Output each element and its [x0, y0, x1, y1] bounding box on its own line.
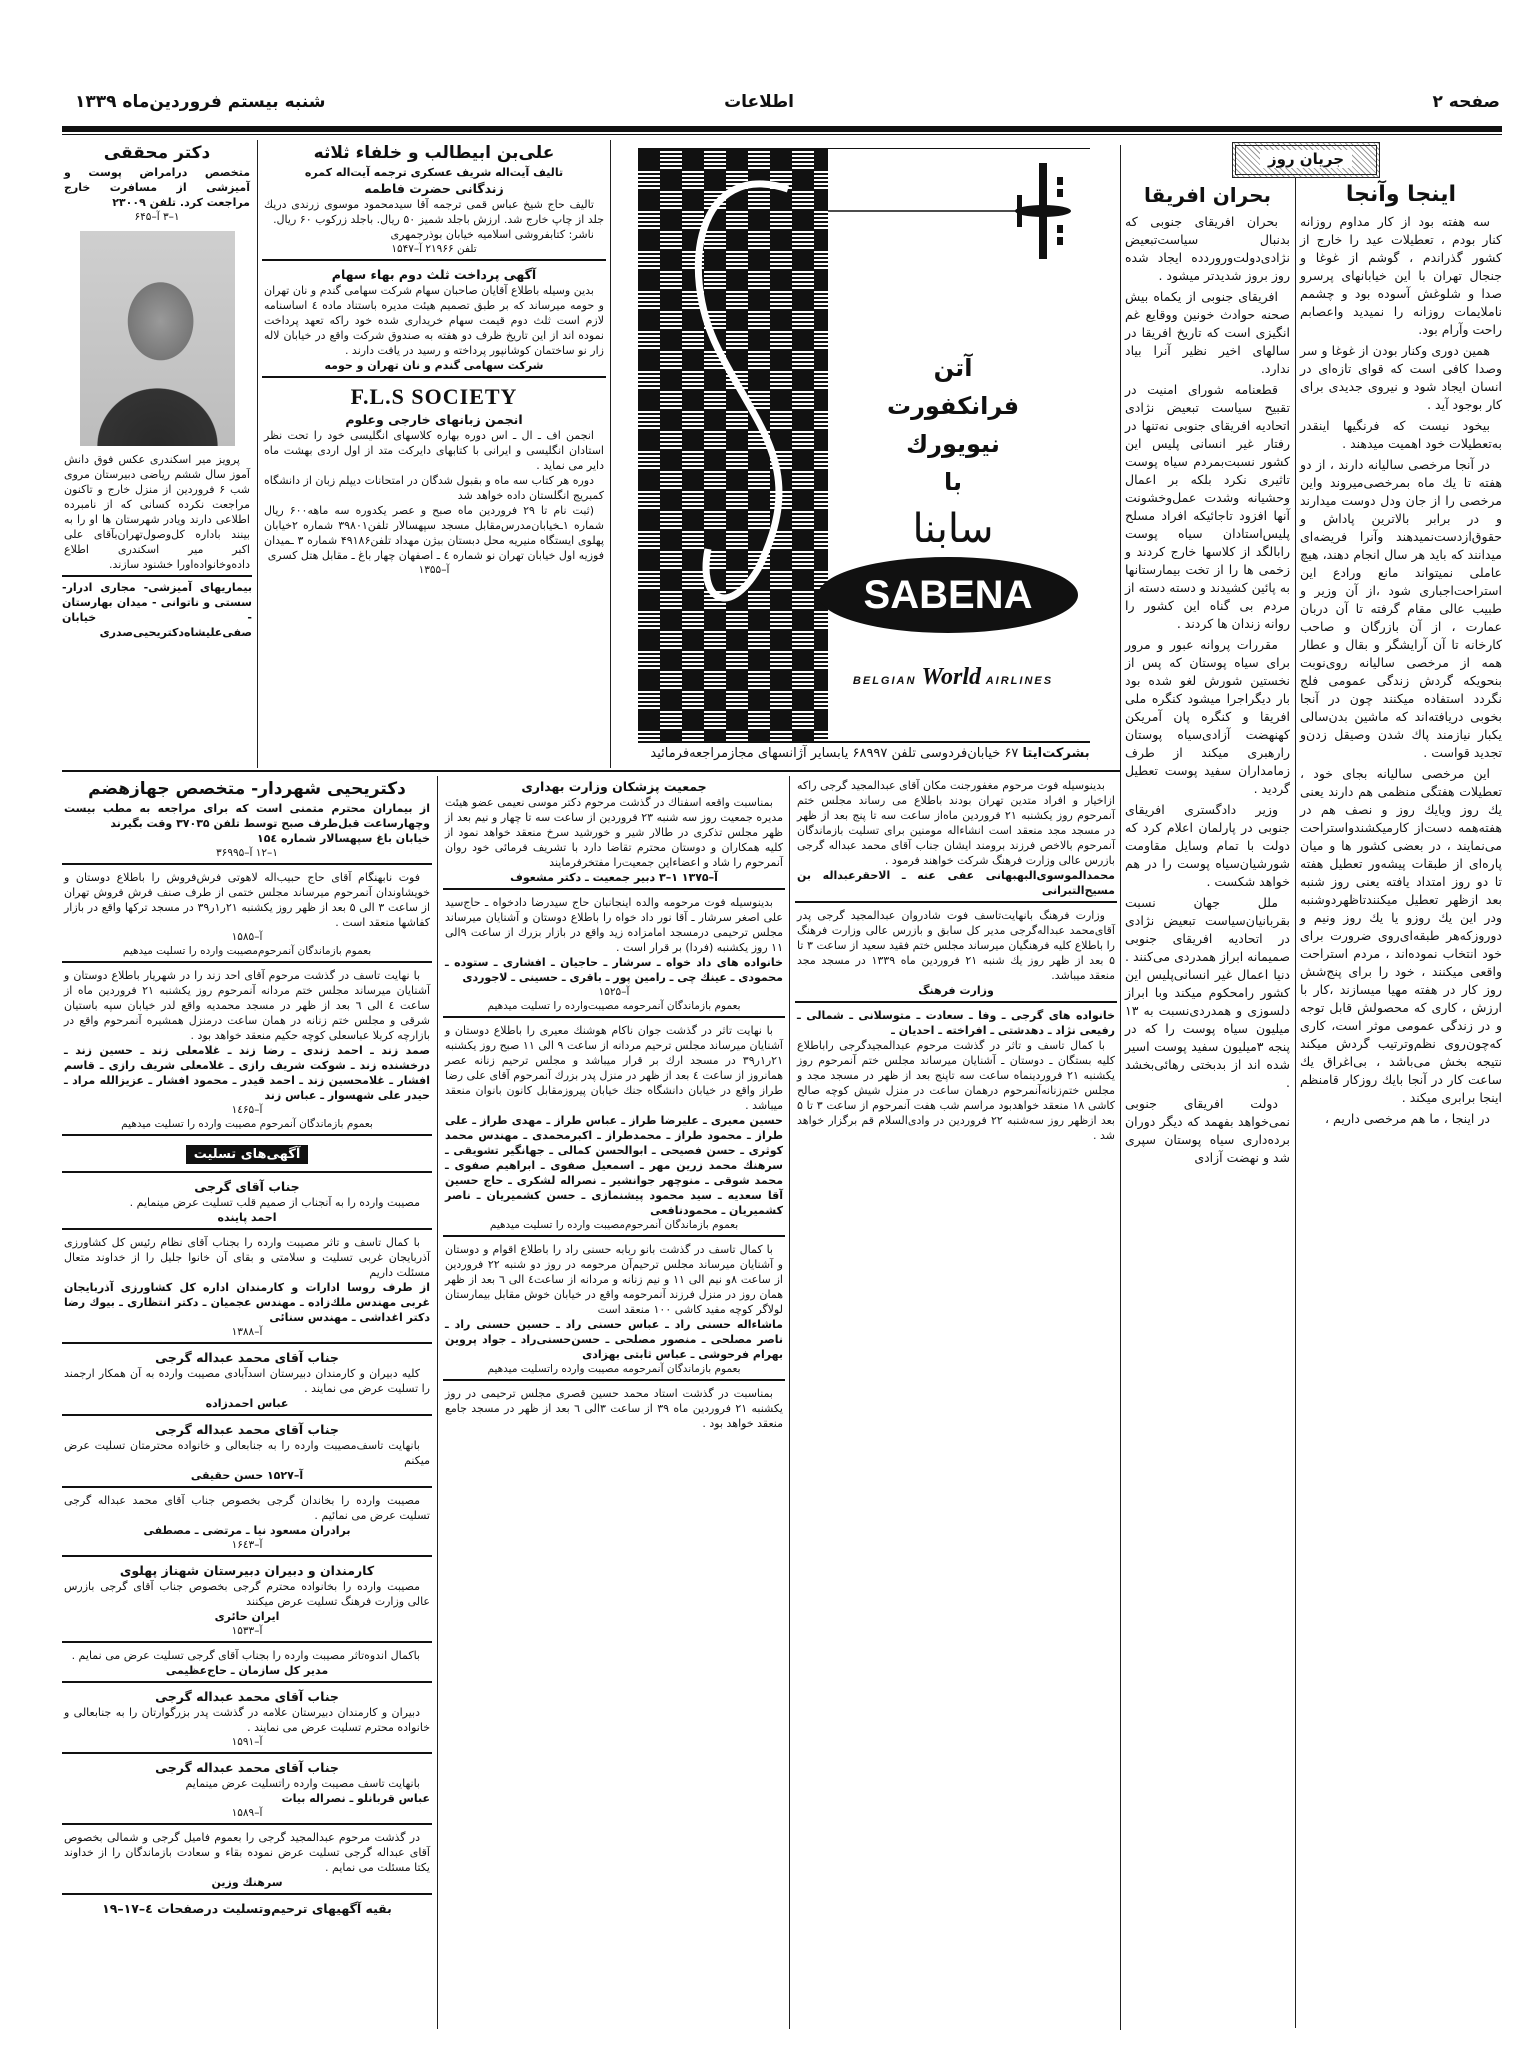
notice-names: از بیماران محترم متمنی است که برای مراجعه به مطب بیست وچهارساعت قبل‌طرف صبح توسط تلفن ۳۷۰۳۵ وقت بگیرند: [64, 802, 430, 830]
missing-person-photo: [80, 231, 235, 446]
notice: [62, 1176, 432, 1230]
sabena-advertisement: [638, 148, 1090, 743]
agent-address: ۶۷ خیابان‌فردوسی تلفن ۶۸۹۹۷ یابسایر آژانسهای مجازمراجعه‌فرمائید: [650, 746, 1019, 761]
tagline-airlines: AIRLINES: [985, 675, 1054, 687]
notice: [62, 1828, 432, 1895]
notice-code: آ–۱۵۸۵: [231, 931, 263, 943]
notice-body: دبیران و کارمندان دبیرستان علامه در گذشت پدر بزرگوارتان را به جنابعالی و خانواده محترم تسلیت عرض می نمایند .: [64, 1706, 430, 1734]
notice-foot: بعموم بازماندگان آنمرحوم مصیبت وارده را تسلیت میدهیم: [121, 1118, 373, 1130]
notice-names: خانواده های گرجی ـ وفا ـ سعادت ـ متوسلانی ـ شمالی ـ رفیعی نژاد ـ دهدشتی ـ افراخته ـ احدیان ـ: [797, 1009, 1115, 1037]
notice-code: آ–۱۵۹۱: [231, 1736, 263, 1748]
column-inja-va-anja: [1300, 178, 1502, 1131]
notice: [62, 1757, 432, 1825]
issue-date: شنبه بیستم فروردین‌ماه ۱۳۳۹: [75, 92, 326, 112]
paragraph: دولت افریقای جنوبی نمی‌خواهد بفهمد که دیگر دوران برده‌داری سیاه پوستان سپری شد و نهضت آزادی: [1125, 1096, 1290, 1165]
notice-sig: شرکت سهامی گندم و نان تهران و حومه: [324, 359, 544, 372]
section-label: جریان روز: [1260, 150, 1352, 168]
notice: [795, 906, 1117, 1003]
notice-code: ۱–۱۲ آ–۳۶۹۹۵: [216, 847, 278, 859]
notice: [62, 868, 432, 963]
notice-code: تلفن ۲۱۹۶۶ آ–۱۵۴۷: [391, 243, 477, 255]
paragraph: سه هفته بود از کار مداوم روزانه کنار بودم ، تعطیلات عید را خارج از کشور گذراندم ، گوشم از غوغا و جنجال تهران با این خیابانهای پرسرو صدا و شلوغش آسوده بود و چشمم ناملایمات روزانه را نمیدید واعصابم راحت وآرام بود.: [1300, 214, 1502, 337]
notice: [62, 1560, 432, 1643]
paragraph: همین دوری وکنار بودن از غوغا و سر وصدا کافی است که قوای تازه‌ای در انسان ایجاد شود و نیروی جدیدی برای کار بوجود آید .: [1300, 343, 1502, 412]
checkered-pattern: [638, 149, 828, 741]
paragraph: در اینجا ، ما هم مرخصی داریم ،: [1325, 1111, 1490, 1126]
notice-body: مصیبت وارده را بخانواده محترم گرجی بخصوص جناب آقای گرجی بازرس عالی وزارت فرهنگ تسلیت عرض میکنند: [64, 1580, 430, 1608]
paragraph: بحران افریقای جنوبی که بدنبال سیاست‌تبعیض نژادی‌دولت‌وروردده ایجاد شده روز بروز شدیدتر میشود .: [1125, 214, 1290, 283]
notice: [62, 1898, 432, 1920]
notice-sig: برادران مسعود نیا ـ مرتضی ـ مصطفی: [143, 1524, 351, 1537]
notice-sig: عباس احمدزاده: [205, 1397, 289, 1410]
notice-sig: احمد پاینده: [217, 1211, 277, 1224]
paragraph: این مرخصی سالیانه بجای خود ، تعطیلات هفتگی منظمی هم دارند یعنی یك روز ویایك روز و نصف هم در هفته‌همه دست‌از کارمیکشندواستراحت می‌نمایند ، در بعضی کشور ها و میان پاره‌ای از طبقات پیشه‌ور تعطیل هفته تا دو روز امتداد یافته یعنی روز شنبه بعد ازظهر تعطیل میکنندتاظهردوشنبه ودر این یك روزو یا یك روز ونیم و دوروزکه‌هر طبقه‌ای‌روی ضرورت برای خود انتخاب نموده‌اند ، مردم استراحت واقعی میکنند ، خود را برای پنج‌شش روز کار در هفته مهیا میسازند ،کار با ارزش ، کاری که محصولش قابل توجه و در زندگی عمومی موثر است، کاری که‌چون‌روی نظم‌وترتیب گردش میکند نتیجه بخش می‌باشد ، بی‌اغراق یك ساعت کار در آنجا بایك روزکار قامنظم اینجا برابری میکند .: [1300, 766, 1502, 1105]
notice-names: ماشاءاله حسنی راد ـ عباس حسنی راد ـ حسین حسنی راد ـ ناصر مصلحی ـ منصور مصلحی ـ حسن‌حسنی‌راد ـ جواد پروین بهرام فرحوشی ـ عباس ثابتی بهزادی: [445, 1318, 783, 1361]
paragraph: قطعنامه شورای امنیت در تقبیح سیاست تبعیض نژادی اتحادیه افریقای جنوبی نه‌تنها در رفتار غیر انسانی پلیس این کشور نسبت‌بمردم سیاه پوست تاثیری نکرد بلکه بر اعمال وحشیانه وشدت عمل‌وخشونت آنها افزود تاجائیکه افراد مسلح پلیس‌استادان سیاه پوست رابالگد از کلاسها خارج کردند و زخمی ها را از تخت بیمارستانها به پائین کشیدند و دسته دسته از مردم بی گناه این کشور را روانه زندان ها کردند .: [1125, 382, 1290, 631]
column-divider: [437, 776, 438, 2029]
notice-foot: بعموم بازماندگان آنمرحومه مصیبت وارده راتسلیت میدهیم: [487, 1363, 741, 1375]
destinations: [828, 349, 1078, 557]
notice-body: بدین وسیله باطلاع آقایان صاحبان سهام شرکت سهامی گندم و نان تهران و حومه میرساند که بر طبق تصمیم هیئت مدیره باستناد ماده ٤ اساسنامه لازم است ثلث دوم قیمت سهام خریداری شده خود راکه تعهد پرداخت نموده اند از این تاریخ ظرف دو هفته به صندوق شرکت واقع در خیابان لاله زار نو ساختمان کوشانپور پرداخته و رسید در یافت دارند .: [264, 284, 604, 357]
notice-sig: آ–۱۳۷۵ ۱–۳ دبیر جمعیت ـ دکتر مشعوف: [510, 871, 718, 884]
notice: [795, 1006, 1117, 1146]
notice-body: بدینوسیله فوت مرحوم مغفورجنت مکان آقای عبدالمجید گرجی راکه ازاخیار و افراد متدین تهران بودند باطلاع می رساند مجلس ختم آنمرحوم روز یکشنبه ۲۱ فروردین ماه‌از ساعت سه تا پنج بعد از ظهر در مسجد مجد منعقد است انشاءاله مومنین برای تسلیت بازماندگان آنمرحوم بالاخص فرزند برومند ایشان جناب آقای محمد عبداله گرجی بازرس عالی وزارت فرهنگ شرکت خواهند فرمود .: [797, 779, 1115, 867]
notice-body: تالیف حاج شیخ عباس قمی ترجمه آقا سیدمحمود موسوی زرندی دریك جلد از چاپ خارج شد. ارزش باجلد شمیز ۵۰ ریال. باجلد زرکوب ۶۰ ریال.: [264, 198, 604, 226]
column-title: بحران افریقا: [1143, 183, 1272, 207]
notice-sig: آ–۱۵۲۷ حسن حقیقی: [190, 1469, 304, 1482]
notice-body: با نهایت تاثر در گذشت جوان ناکام هوشنك معیری را باطلاع دوستان و آشنایان میرساند مجلس ترحیم مردانه از ساعت ۹ الی ۱۱ صبح روز یکشنبه ۲۱ر۱ر۳۹ در مسجد ارك بر قرار میباشد و مجلس ترحیم زنانه عصر همانروز از ساعت ٤ بعد از ظهر در منزل پدر بزرك آنمرحوم آقای علی رضا طراز واقع در خیابان دانشگاه جنك خیابان پیروزمقابل کانون بانوان منعقد میباشد .: [445, 1024, 783, 1112]
notice-heading: جناب آقای محمد عبداله گرجی: [155, 1760, 339, 1775]
paragraph: وزیر دادگستری افریقای جنوبی در پارلمان اعلام کرد که دولت با تمام وسایل مقاومت شورشیان‌سیاه پوست را در هم خواهد شکست .: [1125, 802, 1290, 889]
section-label-box: [1232, 142, 1380, 178]
notice-names: صمد زند ـ احمد زندی ـ رضا زند ـ غلامعلی زند ـ حسین زند ـ درخشنده زند ـ شوکت شریف رازی ـ غلامعلی شریف رازی ـ قاسم افشار ـ غلامحسین زند ـ احمد قیدر ـ محمود افشار ـ عزیزالله مراد ـ حیدر علی شهسوار ـ عباس زند: [64, 1044, 430, 1102]
column-divider: [789, 776, 790, 2029]
notice-foot: بعموم بازماندگان آنمرحوم‌مصیبت وارده را تسلیت میدهیم: [122, 945, 372, 957]
notice: [62, 140, 252, 227]
notice-sig: تالیف آیت‌اله شریف عسکری ترجمه آیت‌اله کمره‌: [304, 166, 564, 179]
notice-names: محمدالموسوی‌البهبهانی عفی عنه ـ الاحقرعبداله بن مسیح‌التبرانی: [797, 869, 1115, 897]
column-divider: [257, 140, 258, 768]
notice: [62, 1233, 432, 1344]
notice-code: آ–۱۵۳۳: [231, 1625, 263, 1637]
notice-heading: دکتر محققی: [103, 143, 211, 163]
notice-body: مصیبت وارده را به آنجناب از صمیم قلب تسلیت عرض مینمایم .: [129, 1196, 420, 1209]
sabena-agent-line: [620, 746, 1120, 761]
notice: [443, 776, 785, 890]
notice-code: ۱–۳ آ–۶۴۵: [134, 211, 180, 223]
notice-code: آ–۱٤۶۵: [231, 1104, 263, 1116]
notice-code: آ–۱۵۸۹: [231, 1807, 263, 1819]
notice-body: با کمال تاسف و تاثر مصیبت وارده را بجناب آقای نظام رئیس کل کشاورزی آذربایجان غربی تسلیت و سلامتی و بقای آن خانوا جلیل را از خداوند متعال مسئلت داریم: [64, 1236, 430, 1279]
column-book-ads: [262, 140, 606, 583]
notice: [62, 1419, 432, 1488]
section-rule: [62, 770, 1120, 772]
notice-body: با کمال تاسف و تاثر در گذشت مرحوم عبدالمجیدگرجی رابا‌طلاع کلیه بستگان ـ دوستان ـ آشنایان میرساند مجلس ختم آنمرحوم روز یکشنبه ۲۱ فروردینماه ساعت سه تاپنج بعد از ظهر در مسجد مجد و مجلس ختم‌زنانه‌آنمرحوم درهمان ساعت در منزل شیش کوچه صالح کاشی ۱۸ منعقد خواهدبود مراسم شب هفت آنمرحوم از ساعت ۳ تا ۵ بعد ازظهر روز سه‌شنبه ۲۲ فروردین در وادی‌السلام قم برگزار خواهد شد .: [797, 1039, 1116, 1142]
notice-body: کلیه دبیران و کارمندان دبیرستان اسدآبادی مصیبت وارده به آن همکار ارجمند را تسلیت عرض می نمایند .: [64, 1367, 430, 1395]
notice-heading: جمعیت پزشکان وزارت بهداری: [521, 779, 707, 794]
header-rule-thin: [62, 134, 1502, 135]
notice: [262, 264, 606, 378]
paragraph: افریقای جنوبی از یکماه بیش صحنه حوادث خونین ووقایع غم انگیزی است که تاریخ افریقا در سالهای اخیر نظیر آنرا بیاد ندارد.: [1125, 289, 1290, 376]
tagline-belgian: BELGIAN: [852, 675, 917, 687]
notice-sig: سرهنك وزین: [211, 1876, 283, 1889]
notice-heading: زندگانی حضرت فاطمه: [364, 181, 504, 196]
notice-heading: جناب آقای گرجی: [194, 1179, 300, 1194]
doctor-sadri-ad: بیماریهای آمیزشی- مجاری ادرار- سستی و ناتوانی - میدان بهارستان - خیابان صفی‌علیشاه‌دکتریحیی‌صدری: [62, 581, 252, 639]
airplane-icon: [1015, 163, 1071, 259]
notice-foot: بعموم بازماندگان آنمرحوم‌مصیبت وارده را تسلیت میدهیم: [489, 1219, 739, 1231]
notice: [62, 1347, 432, 1416]
notice: [795, 776, 1117, 903]
notice-heading: علی‌بن ابیطالب و خلفاء ثلاثه: [313, 143, 555, 163]
paragraph: مقررات پروانه عبور و مرور برای سیاه پوستان که پس از نخستین شورش لغو شده بود بار دیگراجرا میشود کنگره ملی افریقا و کنگره پان آمریکن کهنهضت آزادی‌سیاه پوستان رارهبری میکند از طرف زمامداران سفید پوست تعطیل گردید .: [1125, 637, 1290, 796]
notice-body: در گذشت مرحوم عبدالمجید گرجی را بعموم فامیل گرجی و شمالی بخصوص آقای عبداله گرجی تسلیت عرض نموده بقاء و سعادت بازماندگان را از خداوند یکتا مسئلت می نمایم .: [64, 1831, 430, 1874]
notice-body: بانهایت تاسف مصیبت وارده راتسلیت عرض مینمایم: [185, 1777, 420, 1790]
notice-body: بدینوسیله فوت مرحومه والده اینجانبان حاج سیدرضا دادخواه ـ حاج‌سید علی اصغر سرشار ـ آقا نور داد خواه را باطلاع دوستان و آشنایان میرساند مجلس ترحیمی درمسجد امامزاده زید واقع در بازار بزرك از ساعت ۹الی ۱۱ روز یکشنبه (فردا) بر قرار است .: [445, 896, 783, 954]
notice-body: با نهایت تاسف در گذشت مرحوم آقای احد زند را در شهریار باطلاع دوستان و آشنایان میرساند مجلس ختم مردانه آنمرحوم روز یکشنبه ۲۱ فروردین ماه از ساعت ٤ الی ٦ بعد از ظهر در مسجد محمدیه واقع لدر خیابان سپه باستیان شرقی و مجلس ختم زنانه در همان ساعت درمنزل همشیره آنمرحوم واقع در بازارچه کربلا عباسعلی کوچه حکیم منعقد خواهد بود .: [64, 969, 431, 1042]
notice-heading: جناب آقای محمد عبداله گرجی: [155, 1689, 339, 1704]
brand-logo-text: SABENA: [863, 573, 1033, 617]
column-doctor-ads: [62, 140, 252, 640]
notice-heading: جناب آقای محمد عبداله گرجی: [155, 1350, 339, 1365]
agent-name: بشرکت‌ایتا: [1022, 746, 1090, 761]
notice-sig: وزارت فرهنگ: [918, 984, 994, 997]
column-bohran-afrigha: [1125, 178, 1290, 1170]
notice-body: وزارت فرهنگ بانهایت‌تاسف فوت شادروان عبدالمجید گرجی پدر آقای‌محمد عبداله‌گرجی مدیر کل سابق و بازرس عالی وزارت فرهنگ را باطلاع کلیه فرهنگیان میرساند مجلس ختم فقید سعید از ساعت ۳ تا ۵ بعد از ظهر روز یك شنبه ۲۱ فروردین ماه ۱۳۳۹ در مسجد مجد منعقد میباشد.: [797, 909, 1115, 982]
notice-body: مصیبت وارده را بخاندان گرجی بخصوص جناب آقای محمد عبداله گرجی تسلیت عرض می نمائیم .: [64, 1494, 430, 1522]
notice-body: با کمال تاسف در گذشت بانو ربابه حسنی راد را باطلاع اقوام و دوستان و آشنایان میرساند مجلس ترحیم‌آن مرحومه در روز دو شنبه ۲۲ فروردین از ساعت ۸و نیم الی ۱۱ و نیم زنانه و مردانه از ساعت٤ الی ٦ بعد از ظهر همان روز در منزل فرزند آنمرحومه واقع در خیابان خوش مقابل بیمارستان لولاگر کوچه مفید کاشی ۱۰۰ منعقد است: [445, 1243, 783, 1316]
header-rule: [62, 126, 1502, 132]
notice: [62, 776, 432, 865]
notice-body: ناشر: کتابفروشی اسلامیه خیابان بوذرجمهری: [390, 228, 594, 241]
notice-code: آ–۱۳۵۵: [418, 564, 450, 576]
notice-sig: مدیر کل سازمان ـ حاج‌عظیمی: [165, 1664, 329, 1677]
column-lower-mid-notices: [443, 776, 785, 1437]
notice-heading: دکتریحیی شهردار- متخصص جهازهضم: [88, 779, 406, 799]
destination-frankfurt: فرانکفورت: [886, 392, 1020, 420]
notice: [262, 140, 606, 261]
notice-names: حسین معیری ـ علیرضا طراز ـ عباس طراز ـ مهدی طراز ـ علی طراز ـ محمود طراز ـ محمدطراز ـ اکبرمحمدی ـ مهندس محمد کوثری ـ حسن فصیحی ـ ابوالحسن کمالی ـ جهانگیر تشویقی ـ سرهنك محمد زرین مهر ـ اسمعیل صفوی ـ ابراهیم صفوی ـ محمد شوقی ـ منوچهر جوانشیر ـ نصراله لشکری ـ حاج حسین آقا سعدیه ـ سید محمود پیشنمازی ـ حسن کشمیریان ـ ناصر کشمیریان ـ محمودنافعی: [445, 1114, 783, 1217]
column-lower-right-notices: [795, 776, 1117, 1149]
column-title: اینجا وآنجا: [1345, 182, 1457, 207]
paragraph: در آنجا مرخصی سالیانه دارند ، از دو هفته تا یك ماه بمرخصی‌میروند واین مرخصی را از جان ودل دوست میدارند و در برابر بالاترین پاداش و حقوق‌ازدست‌نمیدهند وآنرا فریضه‌ای میدانند که باید هر سال انجام دهند، هیچ عاملی نمیتواند مانع ورادع این استراحت‌اجباری شود ،از آن وزیر و طبیب عالی مقام گرفته تا آن دربان عمارت ، از آن بازرگان و صاحب کارخانه تا آن آرایشگر و بقال و عطار همه از مرخصی سالیانه روی‌نوبت بنحویکه گردش زندگی عمومی فلج نگردد استفاده میکنند چون در آنجا بخوبی دریافته‌اند که ماشین بدن‌سالی یکبار نیازمند پاك شدن وصیقل زدن‌و تجدید قواست .: [1300, 457, 1502, 760]
notice-names: خیابان باغ سپهسالار شماره ۱۵٤: [256, 832, 430, 845]
notice-heading: کارمندان و دبیران دبیرستان شهناز پهلوی: [119, 1563, 375, 1578]
destination-newyork: نیویورك: [906, 430, 1000, 458]
notice-names: عباس قربانلو ـ نصراله بیات: [281, 1792, 430, 1805]
notice: [62, 1491, 432, 1557]
notice-body: دوره هر کتاب سه ماه و بقبول شدگان در امتحانات دیپلم زبان از دانشگاه کمبریج انگلستان داده خواهد شد: [264, 474, 604, 502]
notice-heading: بقیه آگهیهای ترحیم‌وتسلیت درصفحات ٤–۱۷–۱۹: [102, 1901, 392, 1916]
notice-code: آ–۱۳۸۸: [231, 1326, 263, 1338]
notice: [443, 1021, 785, 1237]
notice-latin: F.L.S SOCIETY: [350, 384, 518, 409]
notice-body: بانهایت تاسف‌مصیبت وارده را به جنابعالی و خانواده محترمتان تسلیت عرض میکنم: [64, 1439, 430, 1467]
notice-names: خانواده های داد خواه ـ سرشار ـ حاجیان ـ افشاری ـ ستوده ـ محمودی ـ عینك چی ـ رامین پور ـ باقری ـ حسینی ـ لاجوردی: [445, 956, 783, 984]
notice-names: متخصص درامراض پوست و آمیزشی از مسافرت خارج مراجعت کرد. تلفن ۲۳۰۰۹: [64, 166, 250, 209]
tagline-world: World: [921, 664, 982, 690]
column-divider: [1295, 178, 1296, 2028]
notice-body: بمناسبت واقعه اسفناك در گذشت مرحوم دکتر موسی نعیمی عضو هیئت مدیره جمعیت روز سه شنبه ۲۳ فروردین از ساعت سه تا چهار و نیم بعد از ظهر مجلس تذکری در طالار شیر و خورشید سرخ منعقد خواهد نمود از کلیه همکاران و دوستان محترم تقاضا دارد با تشریف فرمائی خود روان آنمرحوم را شاد و اعضاءاین جمعیت‌را مفتخرفرمایند: [445, 796, 783, 869]
missing-person-caption: پرویز میر اسکندری عکس فوق دانش آموز سال ششم ریاضی دبیرستان مروی شب ۶ فروردین از منزل خارج و تاکنون مراجعت نکرده کسانی که از نامبرده اطلاعی دارند ویادر شهرستان ها او را به بینند باداره کل‌وصول‌تهران‌بآقای علی اکبر میر اسکندری اطلاع داده‌وخانواده‌اورا خشنود سازند.: [64, 453, 251, 571]
brand-persian: سابنا: [912, 506, 994, 552]
notice: [443, 1240, 785, 1381]
notice-body: بمناسبت در گذشت استاد محمد حسین قصری مجلس ترحیمی در روز یکشنبه ۲۱ فروردین ماه ۳۹ از ساعت ۳الی ٦ بعد از ظهر در مسجد جامع منعقد خواهد بود .: [445, 1387, 783, 1430]
notice-heading: انجمن زبانهای خارجی وعلوم: [345, 412, 523, 427]
notice: [62, 1139, 432, 1173]
notice-heading: آگهی پرداخت ثلث دوم بهاء سهام: [331, 267, 537, 282]
notice-names: از طرف روسا ادارات و کارمندان اداره کل کشاورزی آذربایجان غربی مهندس ملك‌زاده ـ مهندس عجمیان ـ دکتر انتظاری ـ بیوك رضا دکتر اغداشی ـ مهندس سنائی: [64, 1281, 430, 1324]
notice: [262, 381, 606, 580]
notice-banner: آگهی‌های تسلیت: [186, 1145, 308, 1164]
notice-sig: ایران حائری: [214, 1610, 280, 1623]
paragraph: بیخود نیست که فرنگیها اینقدر به‌تعطیلات خود اهمیت میدهند .: [1300, 418, 1502, 451]
column-divider: [1120, 145, 1121, 2030]
notice-code: آ–۱۶٤۳: [231, 1539, 263, 1551]
notice-body: (ثبت نام تا ۲۹ فروردین ماه صبح و عصر یکدوره سه ماهه۶۰۰ ریال شماره ۱ـخیابان‌مدرس‌مقابل مسجد سپهسالار تلفن۳۹۸۰۱ شماره ۲خیابان پهلوی ایستگاه منیریه محل دبستان بیژن مهداد تلفن۴۹۱۸۶ شماره ۳ ـمیدان فوزیه اول خیابان تهران نو شماره ٤ ـ اصفهان چهار باغ ـ مقابل هتل کسری: [264, 504, 605, 562]
notice: [62, 1686, 432, 1754]
missing-person-notice: [62, 450, 252, 577]
brand-tagline: [828, 664, 1078, 691]
newspaper-name: اطلاعات: [724, 92, 794, 112]
notice: [62, 1646, 432, 1683]
column-divider: [610, 140, 611, 768]
notice: [443, 893, 785, 1018]
paragraph: ملل جهان نسبت بقربانیان‌سیاست تبعیض نژادی در اتحادیه افریقای جنوبی صمیمانه ابراز همدردی می‌کنند . دنیا اعمال غیر انسانی‌پلیس این کشور رامحکوم میکند وبا ابراز دلسوزی و همدردی‌نسبت به ۱۳ میلیون سیاه پوست را که در پنجه ۳میلیون سفید پوست اسیر شده اند از بدبختی رهائی‌بخشد .: [1125, 895, 1290, 1090]
notice-body: باکمال اندوه‌تاثر مصیبت وارده را بجناب آقای گرجی تسلیت عرض می نمایم .: [71, 1649, 420, 1662]
notice-heading: جناب آقای محمد عبداله گرجی: [155, 1422, 339, 1437]
notice: [443, 1384, 785, 1434]
destination-athens: آتن: [933, 354, 973, 382]
page-number: صفحه ۲: [1432, 92, 1500, 112]
notice: [62, 966, 432, 1136]
word-with: با: [943, 468, 963, 496]
notice-foot: بعموم بازماندگان آنمرحومه مصیبت‌وارده را تسلیت میدهیم: [487, 1000, 741, 1012]
notice-code: آ–۱۵۲۵: [598, 986, 630, 998]
notice-body: فوت نابهنگام آقای حاج حبیب‌اله لاهوتی فرش‌فروش را باطلاع دوستان و خویشاوندان آنمرحوم میرساند مجلس ختمی از طرف صنف فرش فروش تهران از ساعت ۳ الی ۵ بعد از ظهر روز یکشنبه ۲۱ر۱ر۳۹ در مسجد ترکها واقع در بازار کفاشها منعقد است .: [64, 871, 431, 929]
column-lower-left-notices: [62, 776, 432, 1923]
notice-body: انجمن اف ـ ال ـ اس دوره بهاره کلاسهای انگلیسی خود را تحت نظر استادان انگلیسی و ایرانی با کتابهای دایرکت متد از اول اردی بهشت ماه دایر می نماید .: [264, 429, 604, 472]
